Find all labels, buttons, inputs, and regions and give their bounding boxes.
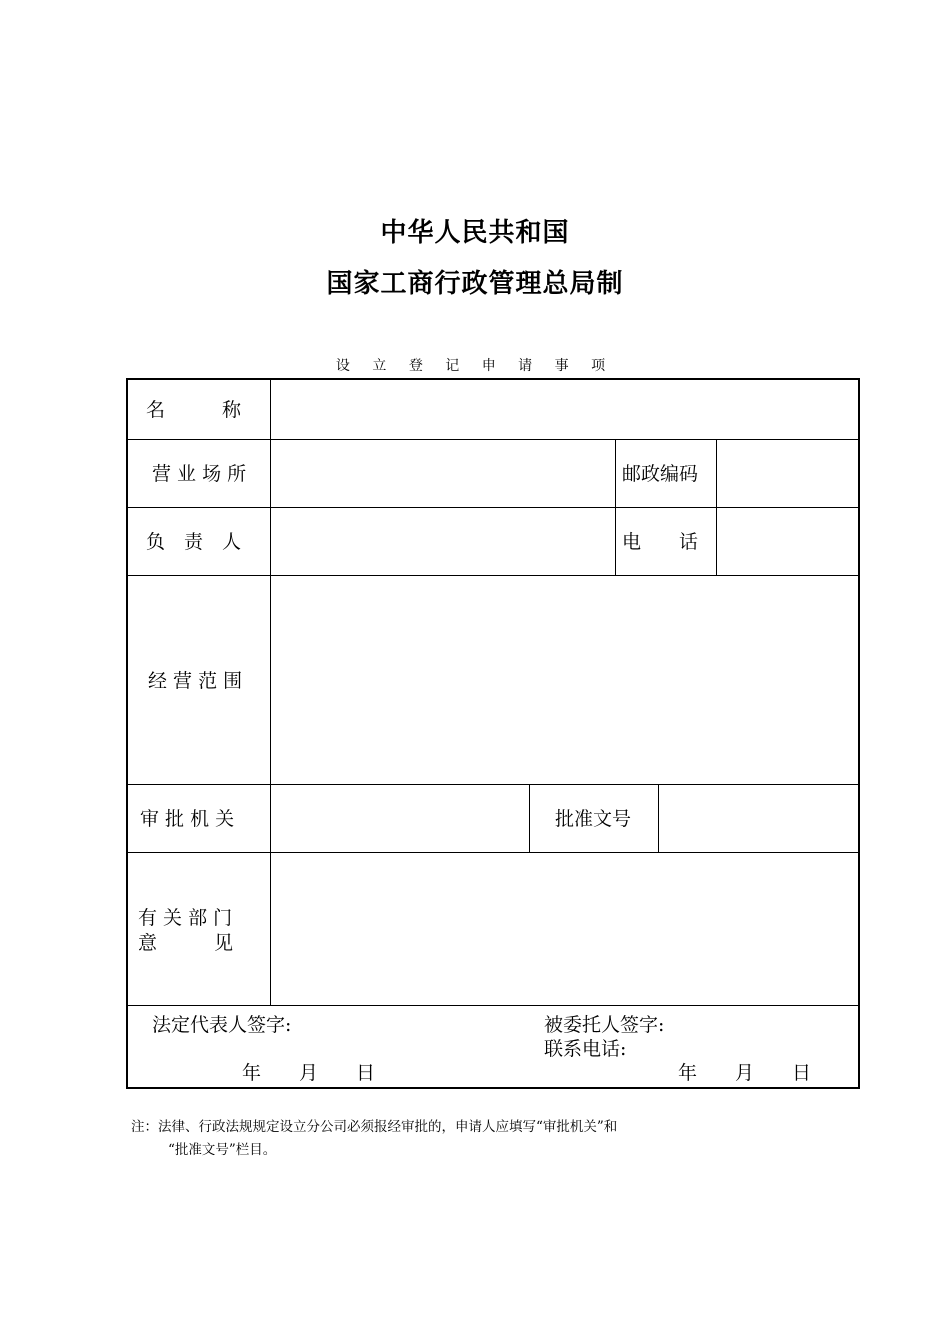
business-scope-label: 经 营 范 围 xyxy=(148,670,243,692)
approval-authority-field[interactable] xyxy=(271,785,529,852)
department-opinion-label-line1: 有 关 部 门 xyxy=(138,907,233,929)
business-scope-field[interactable] xyxy=(271,576,858,784)
column-divider xyxy=(615,439,616,575)
manager-field[interactable] xyxy=(271,508,615,575)
approval-authority-label: 审 批 机 关 xyxy=(140,808,235,830)
phone-field[interactable] xyxy=(717,508,858,575)
document-title-line1: 中华人民共和国 xyxy=(380,218,570,248)
manager-label: 负 责 人 xyxy=(146,531,242,553)
postcode-label: 邮政编码 xyxy=(622,463,699,485)
left-date-label: 年 月 日 xyxy=(242,1062,376,1084)
footnote-line1: 注：法律、行政法规规定设立分公司必须报经审批的，申请人应填写“审批机关”和 xyxy=(131,1119,618,1135)
legal-representative-signature-label: 法定代表人签字: xyxy=(152,1014,292,1036)
right-date-label: 年 月 日 xyxy=(678,1062,812,1084)
premises-field[interactable] xyxy=(271,440,615,507)
row-divider xyxy=(128,1005,858,1006)
postcode-field[interactable] xyxy=(717,440,858,507)
department-opinion-label-line2: 意 见 xyxy=(138,932,234,954)
premises-label: 营 业 场 所 xyxy=(152,463,247,485)
contact-phone-label: 联系电话: xyxy=(544,1038,627,1060)
approval-number-label: 批准文号 xyxy=(555,808,632,830)
form-subtitle: 设 立 登 记 申 请 事 项 xyxy=(335,358,615,374)
footnote-line2: “批准文号”栏目。 xyxy=(168,1142,277,1158)
name-label: 名 称 xyxy=(146,399,242,421)
registration-form-table xyxy=(126,378,860,1089)
name-field[interactable] xyxy=(271,380,858,439)
document-title-line2: 国家工商行政管理总局制 xyxy=(326,269,624,299)
phone-label: 电 话 xyxy=(622,531,699,553)
column-divider xyxy=(529,784,530,852)
approval-number-field[interactable] xyxy=(659,785,858,852)
delegate-signature-label: 被委托人签字: xyxy=(544,1014,665,1036)
department-opinion-field[interactable] xyxy=(271,853,858,1005)
